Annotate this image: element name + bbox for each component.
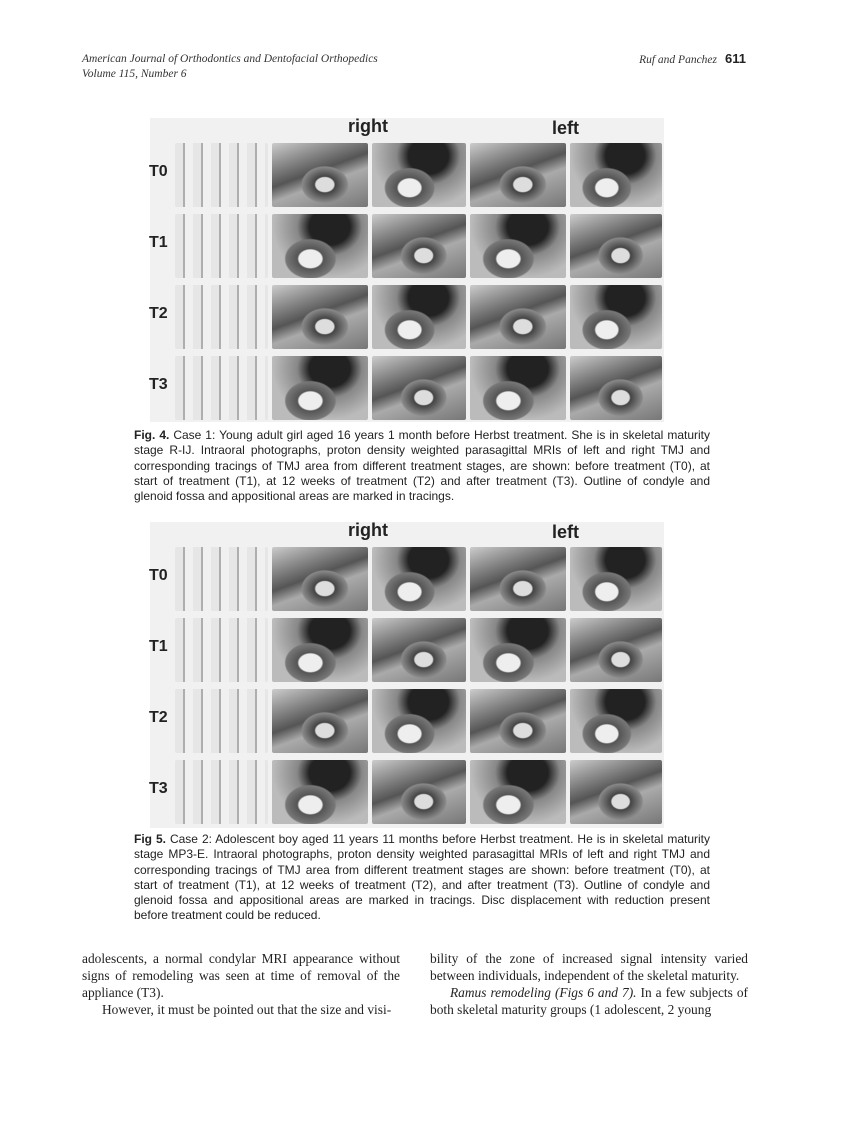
mri-image	[570, 547, 662, 611]
running-header-right	[639, 51, 746, 68]
paragraph: adolescents, a normal condylar MRI appearance without signs of remodeling was seen at time of removal of the appliance (T3).	[82, 951, 400, 1000]
body-column-right	[430, 950, 748, 1018]
running-header-left	[82, 52, 378, 82]
caption-text: Case 1: Young adult girl aged 16 years 1 month before Herbst treatment. She is in skeletal maturity stage R-IJ. Intraoral photographs, proton density weighted parasagittal MRIs of left and right TMJ and corresponding tracings of TMJ area from different treatment stages, are shown: before treatment (T0), at start of treatment (T1), at 12 weeks of treatment (T2) and after treatment (T3). Outline of condyle and glenoid fossa and appositional areas are marked in tracings.	[134, 428, 710, 504]
paragraph: However, it must be pointed out that the size and visi-	[102, 1002, 392, 1017]
mri-image	[272, 143, 368, 207]
mri-image	[272, 214, 368, 278]
column-label-right: right	[348, 520, 388, 540]
row-label: T1	[149, 638, 168, 655]
mri-image	[372, 214, 466, 278]
mri-image	[372, 618, 466, 682]
paragraph-text: In a few subjects of both skeletal maturity groups (1 adolescent, 2 young	[430, 985, 748, 1017]
mri-image	[272, 356, 368, 420]
authors: Ruf and Panchez	[639, 54, 718, 66]
row-label: T0	[149, 567, 168, 584]
intraoral-photo	[175, 285, 268, 349]
figure-4	[150, 118, 664, 422]
row-label: T2	[149, 305, 168, 322]
subheading: Ramus remodeling (Figs 6 and 7).	[450, 985, 637, 1000]
mri-image	[372, 143, 466, 207]
mri-image	[272, 285, 368, 349]
mri-image	[372, 356, 466, 420]
mri-image	[372, 285, 466, 349]
mri-image	[470, 547, 566, 611]
caption-label: Fig. 4.	[134, 428, 170, 442]
intraoral-photo	[175, 143, 268, 207]
mri-image	[570, 618, 662, 682]
column-label-left: left	[552, 118, 579, 138]
mri-image	[372, 760, 466, 824]
figure-4-caption	[134, 428, 710, 504]
mri-image	[470, 143, 566, 207]
column-label-left: left	[552, 522, 579, 542]
mri-image	[570, 214, 662, 278]
mri-image	[372, 547, 466, 611]
mri-image	[470, 689, 566, 753]
journal-title: American Journal of Orthodontics and Dentofacial Orthopedics	[82, 53, 378, 65]
intraoral-photo	[175, 356, 268, 420]
mri-image	[470, 356, 566, 420]
row-label: T2	[149, 709, 168, 726]
mri-image	[272, 618, 368, 682]
body-column-left	[82, 950, 400, 1018]
mri-image	[570, 689, 662, 753]
intraoral-photo	[175, 618, 268, 682]
mri-image	[570, 356, 662, 420]
journal-volume: Volume 115, Number 6	[82, 68, 187, 80]
mri-image	[470, 214, 566, 278]
intraoral-photo	[175, 760, 268, 824]
mri-image	[470, 618, 566, 682]
mri-image	[470, 285, 566, 349]
column-label-right: right	[348, 116, 388, 136]
caption-label: Fig 5.	[134, 832, 166, 846]
mri-image	[272, 689, 368, 753]
figure-5-caption	[134, 832, 710, 924]
mri-image	[470, 760, 566, 824]
intraoral-photo	[175, 214, 268, 278]
intraoral-photo	[175, 689, 268, 753]
paragraph: bility of the zone of increased signal intensity varied between individuals, independent of the skeletal maturity.	[430, 951, 748, 983]
row-label: T1	[149, 234, 168, 251]
row-label: T0	[149, 163, 168, 180]
mri-image	[372, 689, 466, 753]
row-label: T3	[149, 376, 168, 393]
figure-5	[150, 522, 664, 828]
mri-image	[570, 285, 662, 349]
row-label: T3	[149, 780, 168, 797]
caption-text: Case 2: Adolescent boy aged 11 years 11 months before Herbst treatment. He is in skeletal maturity stage MP3-E. Intraoral photographs, proton density weighted parasagittal MRIs of left and right TMJ and corresponding tracings of TMJ area from different treatment stages are shown: before treatment (T0), at start of treatment (T1), at 12 weeks of treatment (T2), and after treatment (T3). Outline of condyle and glenoid fossa and appositional areas are marked in tracings. Disc displacement with reduction present before treatment could be reduced.	[134, 832, 710, 923]
mri-image	[570, 143, 662, 207]
intraoral-photo	[175, 547, 268, 611]
mri-image	[272, 760, 368, 824]
page-number: 611	[725, 51, 746, 66]
mri-image	[570, 760, 662, 824]
paragraph	[430, 984, 748, 1018]
mri-image	[272, 547, 368, 611]
